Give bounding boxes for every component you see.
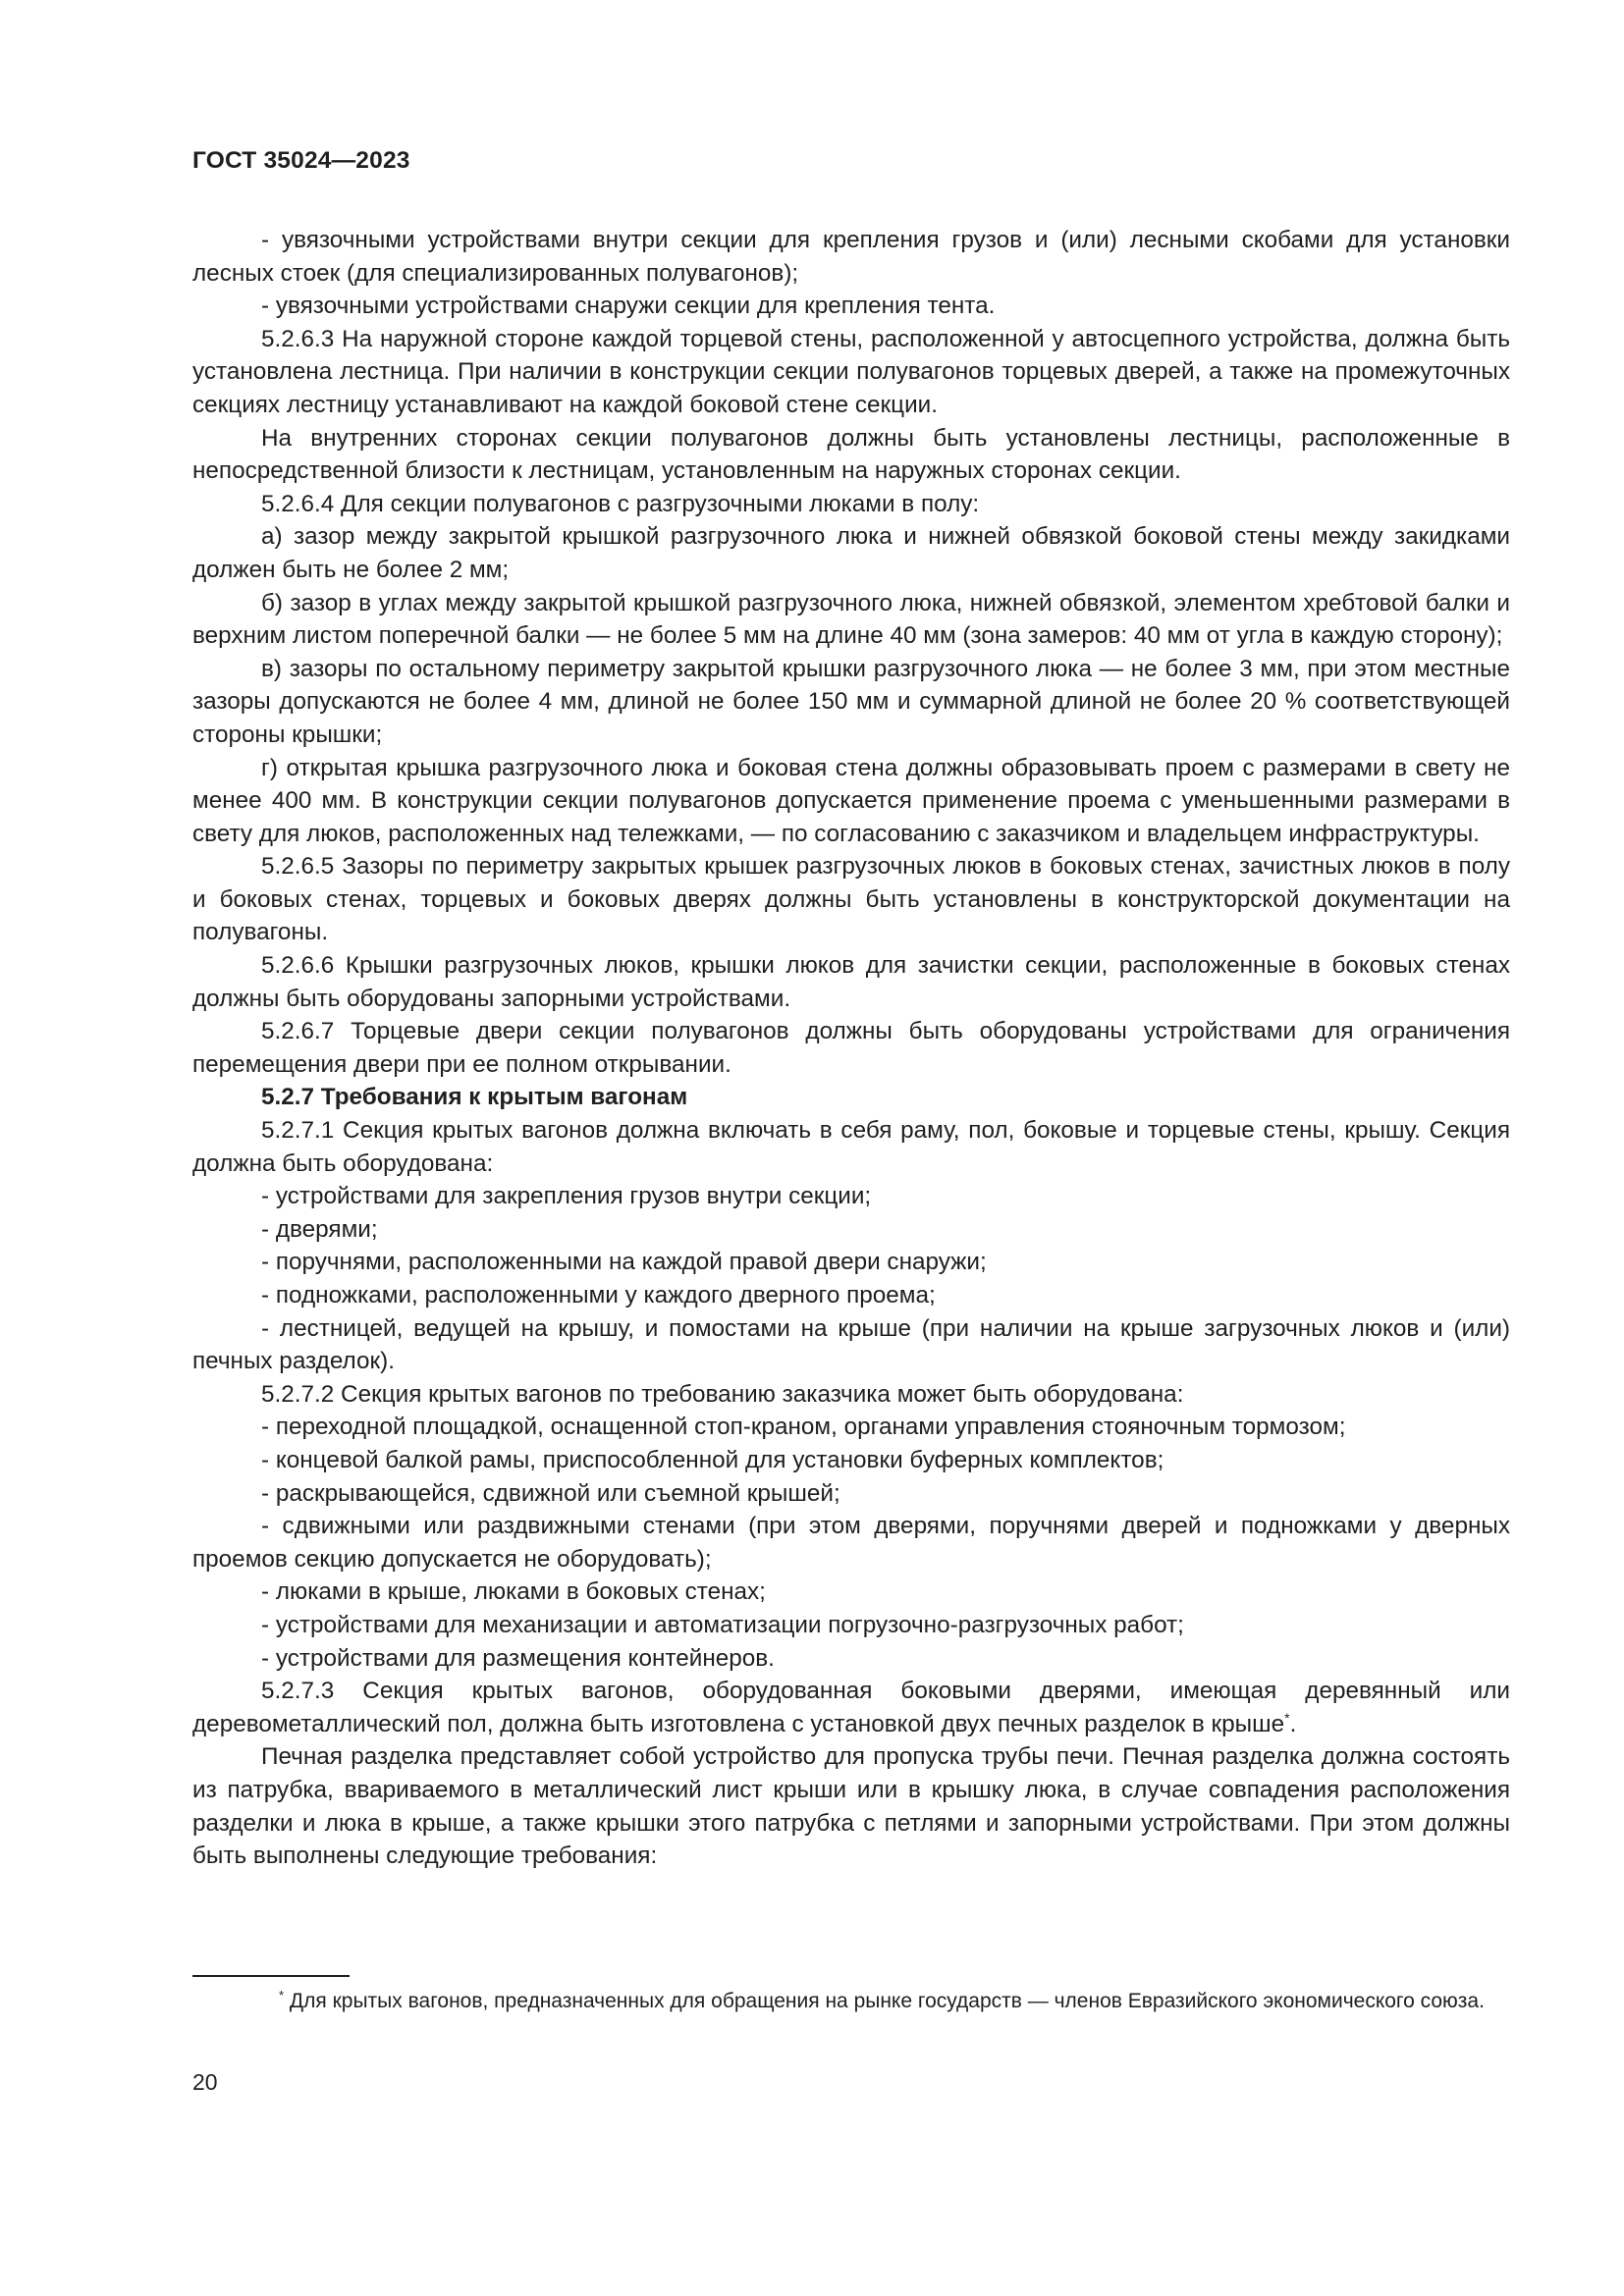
paragraph: - устройствами для закрепления грузов внутри секции; <box>261 1183 872 1210</box>
paragraph: 5.2.6.6 Крышки разгрузочных люков, крышки люков для зачистки секции, расположенные в боковых стенах должны быть оборудованы запорными устройствами. <box>192 952 1510 1012</box>
paragraph: 5.2.6.3 На наружной стороне каждой торцевой стены, расположенной у автосцепного устройства, должна быть установлена лестница. При наличии в конструкции секции полувагонов торцевых дверей, а также на промежуточных секциях лестницу устанавливают на каждой боковой стене секции. <box>192 325 1510 418</box>
paragraph <box>192 1675 1510 1740</box>
paragraph: - увязочными устройствами снаружи секции для крепления тента. <box>261 293 996 320</box>
paragraph: - устройствами для механизации и автоматизации погрузочно-разгрузочных работ; <box>261 1611 1184 1638</box>
paragraph-end: . <box>1289 1710 1297 1737</box>
section-heading: 5.2.7 Требования к крытым вагонам <box>261 1084 688 1111</box>
paragraph: - дверями; <box>261 1215 378 1243</box>
paragraph: - сдвижными или раздвижными стенами (при этом дверями, поручнями дверей и подножками у дверных проемов секцию допускается не оборудовать); <box>192 1513 1510 1573</box>
paragraph: - поручнями, расположенными на каждой правой двери снаружи; <box>261 1249 987 1276</box>
paragraph: - концевой балкой рамы, приспособленной для установки буферных комплектов; <box>261 1446 1164 1473</box>
paragraph: а) зазор между закрытой крышкой разгрузочного люка и нижней обвязкой боковой стены между закидками должен быть не более 2 мм; <box>192 523 1510 583</box>
paragraph: Печная разделка представляет собой устройство для пропуска трубы печи. Печная разделка должна состоять из патрубка, ввариваемого в металлический лист крыши или в крышку люка, в случае совпадения расположения разделки и люка в крыше, а также крышки этого патрубка с петлями и запорными устройствами. При этом должны быть выполнены следующие требования: <box>192 1743 1510 1870</box>
paragraph: 5.2.7.1 Секция крытых вагонов должна включать в себя раму, пол, боковые и торцевые стены, крышу. Секция должна быть оборудована: <box>192 1117 1510 1177</box>
paragraph: - раскрывающейся, сдвижной или съемной крышей; <box>261 1479 840 1507</box>
paragraph: 5.2.6.7 Торцевые двери секции полувагонов должны быть оборудованы устройствами для ограничения перемещения двери при ее полном открывании. <box>192 1018 1510 1078</box>
paragraph: - переходной площадкой, оснащенной стоп-краном, органами управления стояночным тормозом; <box>261 1414 1346 1441</box>
footnote <box>192 1987 1510 2016</box>
footnote-mark: * <box>279 1988 285 2002</box>
paragraph: в) зазоры по остальному периметру закрытой крышки разгрузочного люка — не более 3 мм, при этом местные зазоры допускаются не более 4 мм, длиной не более 150 мм и суммарной длиной не более 20 % соответствующей стороны крышки; <box>192 655 1510 748</box>
footnote-reference[interactable]: * <box>1284 1709 1290 1726</box>
paragraph: 5.2.6.5 Зазоры по периметру закрытых крышек разгрузочных люков в боковых стенах, зачистных люков в полу и боковых стенах, торцевых и боковых дверях должны быть установлены в конструкторской документации на полувагоны. <box>192 853 1510 946</box>
footnote-text: Для крытых вагонов, предназначенных для обращения на рынке государств — членов Евразийского экономического союза. <box>289 1990 1485 2012</box>
paragraph: - увязочными устройствами внутри секции для крепления грузов и (или) лесными скобами для установки лесных стоек (для специализированных полувагонов); <box>192 227 1510 287</box>
page-number: 20 <box>192 2069 218 2095</box>
paragraph-text: 5.2.7.3 Секция крытых вагонов, оборудованная боковыми дверями, имеющая деревянный или деревометаллический пол, должна быть изготовлена с установкой двух печных разделок в крыше <box>192 1678 1510 1737</box>
paragraph: На внутренних сторонах секции полувагонов должны быть установлены лестницы, расположенные в непосредственной близости к лестницам, установленным на наружных сторонах секции. <box>192 424 1510 485</box>
paragraph: 5.2.6.4 Для секции полувагонов с разгрузочными люками в полу: <box>261 490 980 517</box>
paragraph: - подножками, расположенными у каждого дверного проема; <box>261 1282 936 1308</box>
paragraph: - устройствами для размещения контейнеров. <box>261 1644 775 1672</box>
paragraph: - люками в крыше, люками в боковых стенах; <box>261 1578 766 1606</box>
paragraph: г) открытая крышка разгрузочного люка и боковая стена должны образовывать проем с размерами в свету не менее 400 мм. В конструкции секции полувагонов допускается применение проема с уменьшенными размерами в свету для люков, расположенных над тележками, — по согласованию с заказчиком и владельцем инфраструктуры. <box>192 754 1510 847</box>
document-body <box>192 224 1510 1873</box>
footnote-divider <box>192 1975 350 1977</box>
paragraph: б) зазор в углах между закрытой крышкой разгрузочного люка, нижней обвязкой, элементом хребтовой балки и верхним листом поперечной балки — не более 5 мм на длине 40 мм (зона замеров: 40 мм от угла в каждую сторону); <box>192 589 1510 650</box>
paragraph: - лестницей, ведущей на крышу, и помостами на крыше (при наличии на крыше загрузочных люков и (или) печных разделок). <box>192 1314 1510 1375</box>
document-header: ГОСТ 35024—2023 <box>192 147 410 174</box>
paragraph: 5.2.7.2 Секция крытых вагонов по требованию заказчика может быть оборудована: <box>261 1380 1184 1408</box>
